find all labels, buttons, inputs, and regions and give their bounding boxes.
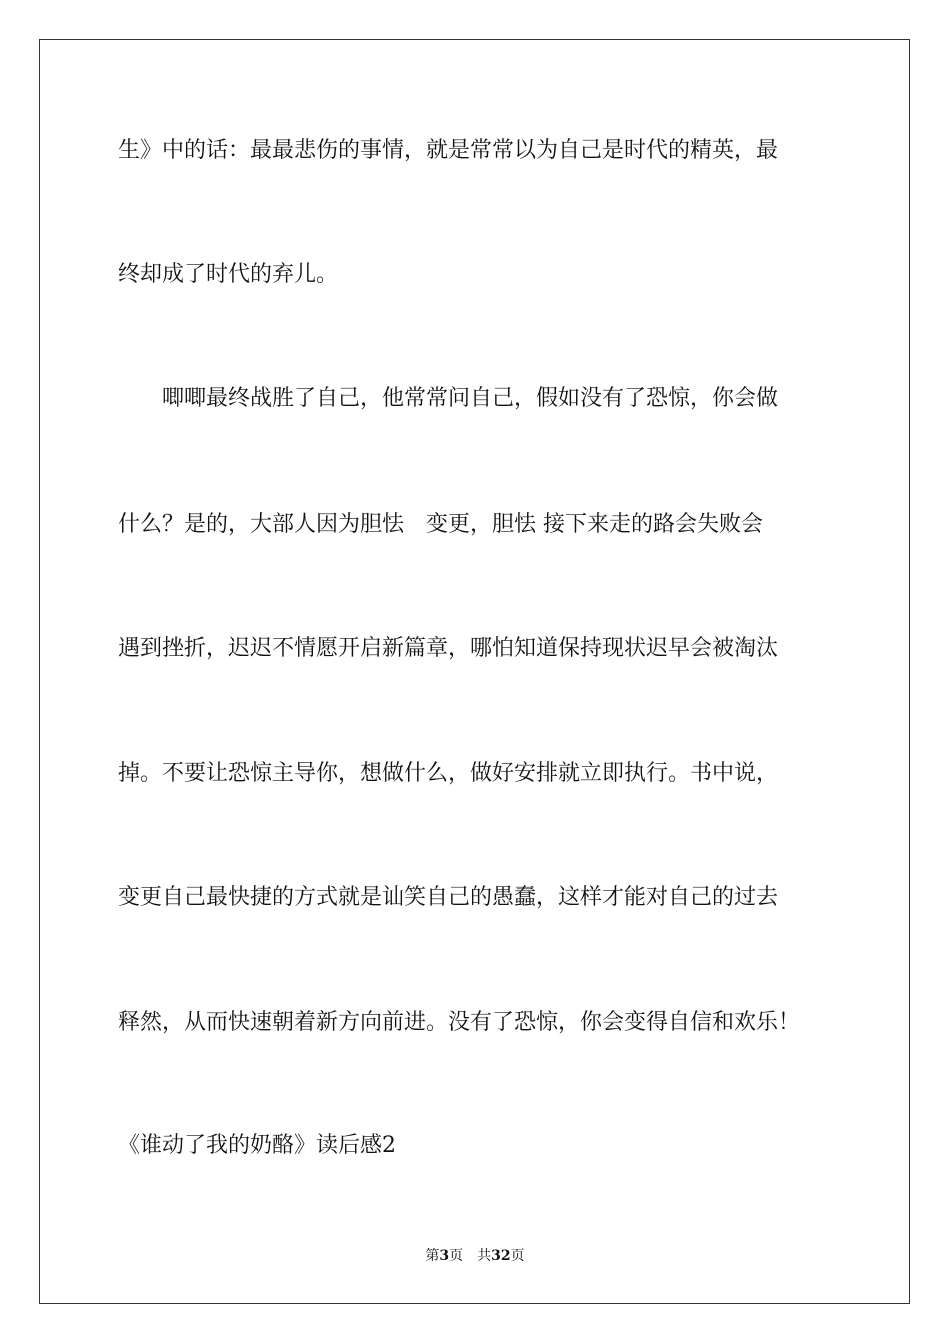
page-footer (0, 1247, 950, 1265)
footer-suffix: 页 (510, 1248, 525, 1264)
body-line-8: 释然，从而快速朝着新方向前进。没有了恐惊，你会变得自信和欢乐！ (118, 1010, 801, 1035)
body-line-3: 唧唧最终战胜了自己，他常常问自己，假如没有了恐惊，你会做 (162, 386, 779, 411)
body-line-4: 什么？是的，大部人因为胆怯 变更，胆怯 接下来走的路会失败会 (118, 512, 763, 537)
body-line-1: 生》中的话：最最悲伤的事情，就是常常以为自己是时代的精英，最 (118, 138, 779, 163)
footer-page-number: 3 (439, 1248, 450, 1264)
body-line-2: 终却成了时代的弃儿。 (118, 262, 339, 287)
footer-middle: 页 共 (449, 1248, 492, 1264)
body-line-5: 遇到挫折，迟迟不情愿开启新篇章，哪怕知道保持现状迟早会被淘汰 (118, 636, 779, 661)
page-frame (39, 39, 910, 1304)
footer-total-pages: 32 (491, 1248, 511, 1264)
footer-prefix: 第 (425, 1248, 440, 1264)
section-heading: 《谁动了我的奶酪》读后感2 (118, 1133, 396, 1158)
body-line-6: 掉。不要让恐惊主导你，想做什么，做好安排就立即执行。书中说， (118, 761, 779, 786)
body-line-7: 变更自己最快捷的方式就是讪笑自己的愚蠢，这样才能对自己的过去 (118, 885, 779, 910)
